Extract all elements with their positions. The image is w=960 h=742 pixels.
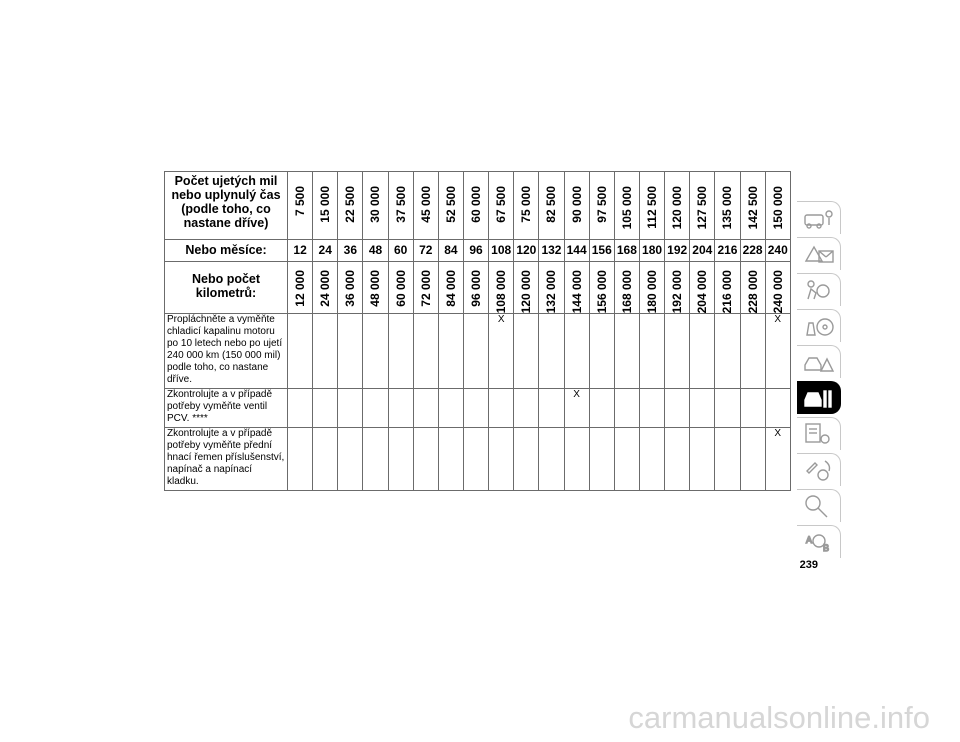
km-cell — [438, 262, 463, 314]
months-value: 132 — [539, 240, 564, 262]
schedule-mark — [614, 428, 639, 491]
schedule-mark — [639, 389, 664, 428]
schedule-mark — [463, 428, 488, 491]
miles-cell — [313, 172, 338, 240]
km-value: 180 000 — [645, 270, 660, 314]
schedule-mark — [715, 389, 740, 428]
schedule-mark — [413, 314, 438, 389]
schedule-mark — [363, 428, 388, 491]
schedule-mark — [715, 428, 740, 491]
page-number: 239 — [799, 559, 818, 571]
months-value: 12 — [288, 240, 313, 262]
schedule-mark — [740, 389, 765, 428]
km-cell — [363, 262, 388, 314]
chapter-tab-vehicle-info[interactable] — [797, 201, 841, 234]
schedule-mark — [413, 428, 438, 491]
miles-value: 15 000 — [318, 186, 333, 223]
table-row — [165, 389, 791, 428]
miles-cell — [463, 172, 488, 240]
months-value: 24 — [313, 240, 338, 262]
schedule-mark — [313, 314, 338, 389]
schedule-mark — [489, 389, 514, 428]
schedule-mark — [765, 389, 790, 428]
schedule-mark — [313, 389, 338, 428]
task-description: Zkontrolujte a v případě potřeby vyměňte ventil PCV. **** — [165, 389, 288, 428]
miles-header-row — [165, 172, 791, 240]
km-cell — [564, 262, 589, 314]
miles-value: 45 000 — [418, 186, 433, 223]
schedule-mark — [514, 428, 539, 491]
maintenance-schedule-table — [164, 171, 791, 491]
instrument-warning-icon — [803, 241, 835, 267]
km-cell — [665, 262, 690, 314]
km-cell — [614, 262, 639, 314]
km-cell — [539, 262, 564, 314]
watermark: carmanualsonline.info — [628, 700, 930, 735]
months-header-label: Nebo měsíce: — [165, 240, 288, 262]
miles-value: 135 000 — [720, 186, 735, 230]
km-value: 144 000 — [569, 270, 584, 314]
km-value: 204 000 — [695, 270, 710, 314]
km-value: 108 000 — [494, 270, 509, 314]
months-value: 192 — [665, 240, 690, 262]
km-cell — [514, 262, 539, 314]
table-row — [165, 428, 791, 491]
months-value: 240 — [765, 240, 790, 262]
km-value: 132 000 — [544, 270, 559, 314]
km-value: 12 000 — [293, 270, 308, 307]
chapter-tab-starting-driving[interactable] — [797, 309, 841, 342]
chapter-tab-servicing-maintenance[interactable] — [797, 381, 841, 414]
table-row — [165, 314, 791, 389]
miles-value: 60 000 — [469, 186, 484, 223]
chapter-tab-index-search[interactable] — [797, 489, 841, 522]
miles-cell — [514, 172, 539, 240]
miles-cell — [388, 172, 413, 240]
schedule-mark — [665, 314, 690, 389]
miles-cell — [665, 172, 690, 240]
km-value: 72 000 — [418, 270, 433, 307]
schedule-mark — [614, 389, 639, 428]
km-value: 156 000 — [594, 270, 609, 314]
schedule-mark — [639, 428, 664, 491]
miles-cell — [589, 172, 614, 240]
schedule-mark — [489, 428, 514, 491]
schedule-mark — [665, 428, 690, 491]
schedule-mark — [564, 428, 589, 491]
km-value: 192 000 — [670, 270, 685, 314]
months-value: 204 — [690, 240, 715, 262]
schedule-mark — [639, 314, 664, 389]
miles-cell — [715, 172, 740, 240]
chapter-tab-emergency[interactable] — [797, 345, 841, 378]
schedule-mark: X — [765, 314, 790, 389]
miles-value: 22 500 — [343, 186, 358, 223]
schedule-mark — [388, 314, 413, 389]
km-cell — [639, 262, 664, 314]
schedule-mark: X — [564, 389, 589, 428]
miles-value: 52 500 — [443, 186, 458, 223]
schedule-mark — [338, 314, 363, 389]
chapter-tab-strip — [797, 201, 841, 561]
months-value: 36 — [338, 240, 363, 262]
miles-value: 97 500 — [594, 186, 609, 223]
miles-value: 30 000 — [368, 186, 383, 223]
chapter-tab-multimedia[interactable] — [797, 453, 841, 486]
schedule-mark — [388, 428, 413, 491]
km-value: 216 000 — [720, 270, 735, 314]
vehicle-info-icon — [803, 205, 835, 231]
km-value: 120 000 — [519, 270, 534, 314]
km-cell — [715, 262, 740, 314]
index-search-icon — [803, 493, 835, 519]
multimedia-icon — [803, 457, 835, 483]
miles-value: 150 000 — [770, 186, 785, 230]
km-value: 24 000 — [318, 270, 333, 307]
months-value: 120 — [514, 240, 539, 262]
km-value: 48 000 — [368, 270, 383, 307]
months-value: 228 — [740, 240, 765, 262]
chapter-tab-safety-airbag[interactable] — [797, 273, 841, 306]
chapter-tab-instrument-warning[interactable] — [797, 237, 841, 270]
months-value: 48 — [363, 240, 388, 262]
schedule-mark — [438, 314, 463, 389]
schedule-mark — [740, 314, 765, 389]
schedule-mark — [539, 428, 564, 491]
specifications-icon — [803, 421, 835, 447]
miles-cell — [338, 172, 363, 240]
km-cell — [413, 262, 438, 314]
schedule-mark: X — [489, 314, 514, 389]
km-value: 36 000 — [343, 270, 358, 307]
schedule-mark: X — [765, 428, 790, 491]
miles-header-label: Počet ujetých mil nebo uplynulý čas (podle toho, co nastane dříve) — [165, 172, 288, 240]
km-cell — [463, 262, 488, 314]
schedule-mark — [614, 314, 639, 389]
schedule-mark — [514, 389, 539, 428]
km-header-label: Nebo počet kilometrů: — [165, 262, 288, 314]
miles-value: 90 000 — [569, 186, 584, 223]
miles-value: 142 500 — [745, 186, 760, 230]
schedule-mark — [338, 389, 363, 428]
schedule-mark — [338, 428, 363, 491]
schedule-mark — [288, 389, 313, 428]
schedule-mark — [589, 389, 614, 428]
miles-value: 105 000 — [619, 186, 634, 230]
schedule-mark — [589, 428, 614, 491]
schedule-mark — [665, 389, 690, 428]
safety-airbag-icon — [803, 277, 835, 303]
miles-cell — [413, 172, 438, 240]
svg-text:A: A — [806, 535, 813, 545]
miles-value: 7 500 — [293, 186, 308, 217]
miles-cell — [690, 172, 715, 240]
months-value: 96 — [463, 240, 488, 262]
miles-cell — [539, 172, 564, 240]
miles-cell — [614, 172, 639, 240]
km-cell — [690, 262, 715, 314]
task-description: Propláchněte a vyměňte chladicí kapalinu motoru po 10 letech nebo po ujetí 240 000 km (150 000 mil) podle toho, co nastane dříve. — [165, 314, 288, 389]
km-cell — [489, 262, 514, 314]
months-value: 84 — [438, 240, 463, 262]
servicing-maintenance-icon — [803, 385, 835, 411]
languages-icon — [803, 529, 835, 555]
miles-cell — [489, 172, 514, 240]
km-cell — [388, 262, 413, 314]
miles-value: 112 500 — [645, 186, 660, 229]
chapter-tab-languages[interactable] — [797, 525, 841, 558]
km-cell — [338, 262, 363, 314]
months-value: 180 — [639, 240, 664, 262]
schedule-mark — [438, 389, 463, 428]
km-value: 96 000 — [469, 270, 484, 307]
schedule-mark — [539, 314, 564, 389]
schedule-mark — [363, 389, 388, 428]
schedule-mark — [564, 314, 589, 389]
schedule-mark — [313, 428, 338, 491]
schedule-mark — [690, 389, 715, 428]
km-value: 228 000 — [745, 270, 760, 314]
task-description: Zkontrolujte a v případě potřeby vyměňte přední hnací řemen příslušenství, napínač a napínací kladku. — [165, 428, 288, 491]
svg-text:B: B — [823, 543, 830, 553]
schedule-mark — [589, 314, 614, 389]
miles-cell — [765, 172, 790, 240]
months-value: 72 — [413, 240, 438, 262]
miles-value: 67 500 — [494, 186, 509, 223]
miles-value: 120 000 — [670, 186, 685, 230]
miles-cell — [363, 172, 388, 240]
km-cell — [740, 262, 765, 314]
schedule-mark — [413, 389, 438, 428]
miles-cell — [288, 172, 313, 240]
months-value: 108 — [489, 240, 514, 262]
km-cell — [313, 262, 338, 314]
months-value: 168 — [614, 240, 639, 262]
schedule-mark — [438, 428, 463, 491]
miles-cell — [438, 172, 463, 240]
km-value: 168 000 — [619, 270, 634, 314]
km-cell — [589, 262, 614, 314]
schedule-mark — [288, 314, 313, 389]
miles-value: 37 500 — [393, 186, 408, 223]
schedule-mark — [690, 428, 715, 491]
starting-driving-icon — [803, 313, 835, 339]
km-header-row — [165, 262, 791, 314]
schedule-mark — [740, 428, 765, 491]
months-value: 216 — [715, 240, 740, 262]
km-value: 60 000 — [393, 270, 408, 307]
miles-cell — [639, 172, 664, 240]
km-cell — [288, 262, 313, 314]
months-value: 156 — [589, 240, 614, 262]
miles-value: 127 500 — [695, 186, 710, 230]
km-value: 240 000 — [770, 270, 785, 314]
miles-cell — [740, 172, 765, 240]
schedule-mark — [514, 314, 539, 389]
chapter-tab-specifications[interactable] — [797, 417, 841, 450]
months-value: 60 — [388, 240, 413, 262]
months-value: 144 — [564, 240, 589, 262]
miles-value: 75 000 — [519, 186, 534, 223]
miles-cell — [564, 172, 589, 240]
schedule-mark — [463, 314, 488, 389]
months-header-row — [165, 240, 791, 262]
km-value: 84 000 — [443, 270, 458, 307]
schedule-mark — [715, 314, 740, 389]
miles-value: 82 500 — [544, 186, 559, 223]
emergency-icon — [803, 349, 835, 375]
schedule-mark — [463, 389, 488, 428]
schedule-mark — [363, 314, 388, 389]
km-cell — [765, 262, 790, 314]
schedule-mark — [690, 314, 715, 389]
schedule-mark — [288, 428, 313, 491]
schedule-mark — [539, 389, 564, 428]
schedule-mark — [388, 389, 413, 428]
